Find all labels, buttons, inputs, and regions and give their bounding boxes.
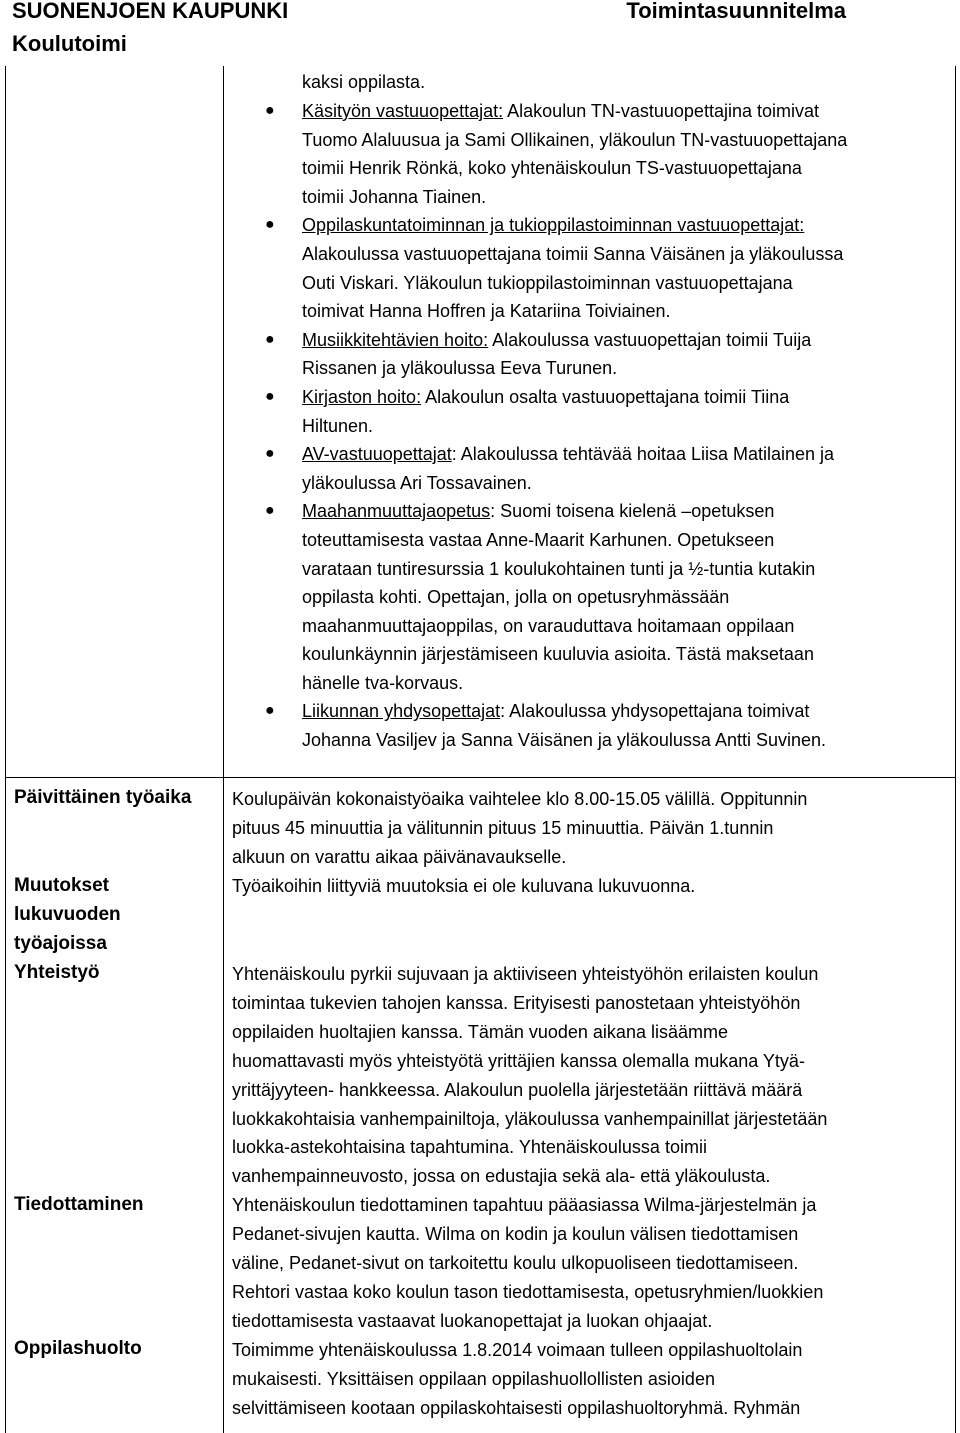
item-heading: Liikunnan yhdysopettajat (302, 701, 501, 722)
bullet-icon: ● (265, 330, 275, 348)
item-line: Tuomo Alaluusua ja Sami Ollikainen, yläkoulun TN-vastuuopettajana (302, 129, 848, 150)
item-line (302, 97, 952, 126)
item-line: Hiltunen. (302, 415, 374, 436)
item-heading: Käsityön vastuuopettajat: (302, 101, 504, 121)
organization-name: SUONENJOEN KAUPUNKI (12, 0, 289, 23)
text-line: mukaisesti. Yksittäisen oppilaan oppilashuollollisten asioiden (232, 1368, 715, 1389)
text-line: Rehtori vastaa koko koulun tason tiedottamisesta, opetusryhmien/luokkien (232, 1281, 824, 1302)
document-title: Toimintasuunnitelma (626, 0, 846, 23)
item-line (302, 697, 952, 726)
text-line: tiedottamisesta vastaavat luokanopettajat ja luokan ohjaajat. (232, 1310, 713, 1331)
responsibility-item (0, 497, 952, 697)
cooperation-text (232, 960, 948, 1191)
text-line: yrittäjyyteen- hankkeessa. Alakoulun puolella järjestetään riittävä määrä (232, 1079, 803, 1100)
label-cooperation: Yhteistyö (14, 962, 100, 983)
table-row-divider (5, 777, 956, 778)
item-line: toteuttamisesta vastaa Anne-Maarit Karhunen. Opetukseen (302, 529, 775, 550)
label-line: lukuvuoden (14, 904, 121, 925)
bullet-icon: ● (265, 502, 275, 520)
item-heading: AV-vastuuopettajat (302, 444, 452, 465)
text-line: Yhtenäiskoulun tiedottaminen tapahtuu pääasiassa Wilma-järjestelmän ja (232, 1195, 817, 1215)
text-line: alkuun on varattu aikaa päivänavaukselle. (232, 846, 567, 867)
bullet-icon: ● (265, 216, 275, 234)
item-text: Alakoulussa vastuuopettajan toimii Tuija (492, 329, 812, 350)
responsibility-item (0, 97, 952, 211)
responsibility-item (0, 697, 952, 754)
text-line: vanhempainneuvosto, jossa on edustajia sekä ala- että yläkoulusta. (232, 1166, 771, 1187)
item-line: yläkoulussa Ari Tossavainen. (302, 472, 532, 493)
text-line: Työaikoihin liittyviä muutoksia ei ole kuluvana lukuvuonna. (232, 876, 696, 896)
text-line: oppilaiden huoltajien kanssa. Tämän vuoden aikana lisäämme (232, 1021, 728, 1042)
item-line: Johanna Vasiljev ja Sanna Väisänen ja yläkoulussa Antti Suvinen. (302, 730, 827, 751)
item-line: Alakoulussa vastuuopettajana toimii Sanna Väisänen ja yläkoulussa (302, 243, 844, 264)
text-line: Pedanet-sivujen kautta. Wilma on kodin ja koulun välisen tiedottamisen (232, 1223, 799, 1244)
item-heading: Oppilaskuntatoiminnan ja tukioppilastoiminnan vastuuopettajat: (302, 215, 805, 236)
item-line (302, 211, 952, 240)
daily-worktime-text (232, 785, 948, 872)
label-student-welfare: Oppilashuolto (14, 1338, 142, 1359)
continued-text: kaksi oppilasta. (302, 72, 426, 92)
text-line: toimintaa tukevien tahojen kanssa. Erityisesti panostetaan yhteistyöhön (232, 992, 801, 1013)
item-text: Alakoulussa yhdysopettajana toimivat (509, 701, 810, 722)
bullet-icon: ● (265, 102, 275, 119)
text-line: luokkakohtaisia vanhempainiltoja, yläkoulussa vanhempainillat järjestetään (232, 1108, 828, 1129)
text-line: selvittämiseen kootaan oppilaskohtaisesti oppilashuoltoryhmä. Ryhmän (232, 1397, 801, 1418)
bullet-icon: ● (265, 445, 275, 463)
item-separator: : (500, 701, 506, 722)
responsibility-item (0, 326, 952, 383)
item-heading: Musiikkitehtävien hoito: (302, 329, 489, 350)
item-line: Rissanen ja yläkoulussa Eeva Turunen. (302, 358, 618, 379)
student-welfare-text (232, 1336, 948, 1423)
item-line: oppilasta kohti. Opettajan, jolla on opetusryhmässään (302, 587, 730, 608)
label-daily-worktime: Päivittäinen työaika (14, 787, 192, 808)
item-separator: : (490, 501, 496, 522)
text-line: pituus 45 minuuttia ja välitunnin pituus 15 minuuttia. Päivän 1.tunnin (232, 817, 774, 838)
item-line (302, 497, 952, 526)
communication-text (232, 1191, 948, 1336)
item-heading: Maahanmuuttajaopetus (302, 501, 491, 522)
item-text: Alakoulun TN-vastuuopettajina toimivat (507, 101, 819, 121)
text-line: huomattavasti myös yhteistyötä yrittäjien kanssa olemalla mukana Ytyä- (232, 1050, 805, 1071)
item-line: varataan tuntiresurssia 1 koulukohtainen tunti ja ½-tuntia kutakin (302, 558, 816, 579)
item-line: koulunkäynnin järjestämiseen kuuluvia asioita. Tästä maksetaan (302, 644, 814, 665)
item-text: Alakoulussa tehtävää hoitaa Liisa Matilainen ja (460, 444, 835, 465)
responsibility-item (0, 383, 952, 440)
text-line: luokka-astekohtaisina tapahtumina. Yhtenäiskoulussa toimii (232, 1137, 707, 1158)
worktime-changes-text (232, 872, 948, 901)
responsibility-list (0, 97, 952, 755)
text-line: Yhtenäiskoulu pyrkii sujuvaan ja aktiiviseen yhteistyöhön erilaisten koulun (232, 964, 819, 984)
item-line: toimivat Hanna Hoffren ja Katariina Toiviainen. (302, 301, 671, 322)
responsibility-item (0, 211, 952, 325)
item-separator: : (451, 444, 457, 465)
table-right-border (955, 66, 956, 1433)
label-worktime-changes (14, 871, 214, 958)
item-heading: Kirjaston hoito: (302, 386, 422, 407)
item-line: maahanmuuttajaoppilas, on varauduttava hoitamaan oppilaan (302, 615, 795, 636)
item-text: Alakoulun osalta vastuuopettajana toimii Tiina (425, 386, 790, 407)
label-line: Muutokset (14, 875, 109, 896)
label-line: työajoissa (14, 933, 107, 954)
text-line: väline, Pedanet-sivut on tarkoitettu koulu ulkopuoliseen tiedottamiseen. (232, 1252, 799, 1273)
item-line: Outi Viskari. Yläkoulun tukioppilastoiminnan vastuuopettajana (302, 272, 793, 293)
bullet-icon: ● (265, 387, 275, 405)
item-line: toimii Johanna Tiainen. (302, 186, 487, 207)
unit-name: Koulutoimi (12, 31, 127, 56)
item-text: Suomi toisena kielenä –opetuksen (500, 501, 775, 522)
bullet-icon: ● (265, 702, 275, 720)
text-line: Koulupäivän kokonaistyöaika vaihtelee klo 8.00-15.05 välillä. Oppitunnin (232, 789, 808, 809)
responsibility-item (0, 440, 952, 497)
label-communication: Tiedottaminen (14, 1194, 144, 1215)
item-line: hänelle tva-korvaus. (302, 672, 464, 693)
item-line (302, 326, 952, 355)
text-line: Toimimme yhtenäiskoulussa 1.8.2014 voimaan tulleen oppilashuoltolain (232, 1340, 803, 1360)
item-line (302, 383, 952, 412)
item-line (302, 440, 952, 469)
item-line: toimii Henrik Rönkä, koko yhtenäiskoulun TS-vastuuopettajana (302, 158, 802, 179)
